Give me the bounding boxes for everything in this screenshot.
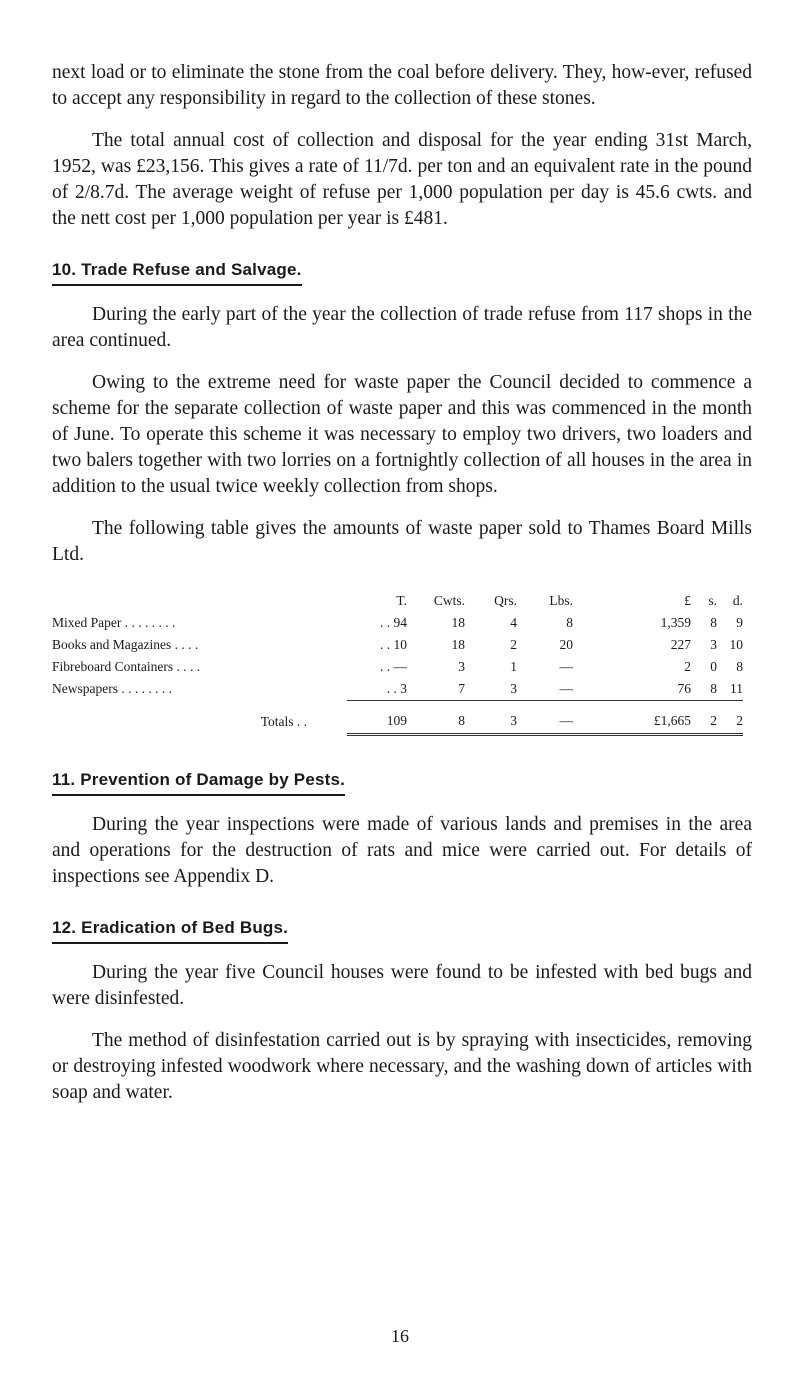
cell-lbs: — bbox=[559, 681, 573, 696]
col-header-qrs: Qrs. bbox=[494, 593, 517, 608]
paragraph-trade-refuse: During the early part of the year the collection of trade refuse from 117 shops in the area continued. bbox=[52, 304, 752, 351]
cell-shillings: 3 bbox=[710, 637, 717, 652]
cell-lbs: — bbox=[559, 659, 573, 674]
cell-qrs: 2 bbox=[510, 637, 517, 652]
cell-qrs: 3 bbox=[510, 681, 517, 696]
cell-pence: 9 bbox=[736, 615, 743, 630]
table-row bbox=[52, 612, 743, 634]
heading-pests: 11. Prevention of Damage by Pests. bbox=[52, 770, 345, 796]
total-qrs: 3 bbox=[465, 701, 517, 735]
waste-paper-table bbox=[52, 590, 743, 736]
cell-pounds: 2 bbox=[684, 659, 691, 674]
cell-pounds: 76 bbox=[677, 681, 691, 696]
paragraph-annual-cost: The total annual cost of collection and disposal for the year ending 31st March, 1952, was £23,156. This gives a rate of 11/7d. per ton and an equivalent rate in the pound of 2/8.7d. The average weight of refuse per 1,000 population per day is 45.6 cwts. and the nett cost per 1,000 population per year is £481. bbox=[52, 130, 752, 229]
paragraph-table-intro: The following table gives the amounts of waste paper sold to Thames Board Mills Ltd. bbox=[52, 518, 752, 565]
col-header-pounds: £ bbox=[684, 593, 691, 608]
row-label: Fibreboard Containers . . . . bbox=[52, 659, 201, 674]
table-totals-row bbox=[52, 701, 743, 735]
table-row bbox=[52, 634, 743, 656]
total-tons: 109 bbox=[347, 701, 407, 735]
page-content bbox=[52, 60, 752, 1106]
cell-cwts: 7 bbox=[458, 681, 465, 696]
cell-lbs: 8 bbox=[566, 615, 573, 630]
total-pounds: £1,665 bbox=[573, 701, 691, 735]
col-header-lbs: Lbs. bbox=[549, 593, 573, 608]
table-row bbox=[52, 656, 743, 678]
cell-tons: . . 10 bbox=[380, 637, 407, 652]
total-lbs: — bbox=[517, 701, 573, 735]
total-shillings: 2 bbox=[691, 701, 717, 735]
cell-tons: . . — bbox=[380, 659, 407, 674]
page-number: 16 bbox=[391, 1326, 409, 1346]
cell-pounds: 1,359 bbox=[660, 615, 691, 630]
cell-shillings: 8 bbox=[710, 615, 717, 630]
cell-pence: 11 bbox=[730, 681, 743, 696]
col-header-pence: d. bbox=[732, 593, 743, 608]
col-header-shillings: s. bbox=[708, 593, 717, 608]
cell-lbs: 20 bbox=[559, 637, 573, 652]
cell-tons: . . 94 bbox=[380, 615, 407, 630]
cell-tons: . . 3 bbox=[386, 681, 407, 696]
heading-bed-bugs: 12. Eradication of Bed Bugs. bbox=[52, 918, 288, 944]
cell-shillings: 8 bbox=[710, 681, 717, 696]
cell-cwts: 18 bbox=[451, 615, 465, 630]
row-label: Newspapers . . . . . . . . bbox=[52, 681, 172, 697]
cell-pence: 10 bbox=[729, 637, 743, 652]
paragraph-pests: During the year inspections were made of various lands and premises in the area and operations for the destruction of rats and mice were carried out. For details of inspections see Appendix D. bbox=[52, 814, 752, 887]
cell-qrs: 4 bbox=[510, 615, 517, 630]
cell-pence: 8 bbox=[736, 659, 743, 674]
cell-shillings: 0 bbox=[710, 659, 717, 674]
total-cwts: 8 bbox=[407, 701, 465, 735]
cell-qrs: 1 bbox=[510, 659, 517, 674]
heading-trade-refuse: 10. Trade Refuse and Salvage. bbox=[52, 260, 302, 286]
cell-cwts: 3 bbox=[458, 659, 465, 674]
paragraph-disinfestation: The method of disinfestation carried out is by spraying with insecticides, removing or destroying infested woodwork where necessary, and the washing down of articles with soap and water. bbox=[52, 1030, 752, 1103]
row-label: Books and Magazines . . . . bbox=[52, 637, 199, 652]
paragraph-continuation: next load or to eliminate the stone from the coal before delivery. They, how-ever, refused to accept any responsibility in regard to the collection of these stones. bbox=[52, 62, 752, 109]
row-label: Mixed Paper . . . . . . . . bbox=[52, 615, 176, 630]
col-header-tons: T. bbox=[396, 593, 407, 608]
table-header-row bbox=[52, 590, 743, 612]
cell-cwts: 18 bbox=[451, 637, 465, 652]
total-pence: 2 bbox=[717, 701, 743, 735]
col-header-cwts: Cwts. bbox=[433, 593, 465, 608]
totals-label: Totals . . bbox=[260, 713, 307, 729]
table-row bbox=[52, 678, 743, 701]
paragraph-waste-paper-scheme: Owing to the extreme need for waste paper the Council decided to commence a scheme for the separate collection of waste paper and this was commenced in the month of June. To operate this scheme it was necessary to employ two drivers, two loaders and two balers together with two lorries on a fortnightly collection of all houses in the area in addition to the usual twice weekly collection from shops. bbox=[52, 372, 752, 497]
paragraph-bed-bugs: During the year five Council houses were found to be infested with bed bugs and were disinfested. bbox=[52, 962, 752, 1009]
cell-pounds: 227 bbox=[670, 637, 691, 652]
